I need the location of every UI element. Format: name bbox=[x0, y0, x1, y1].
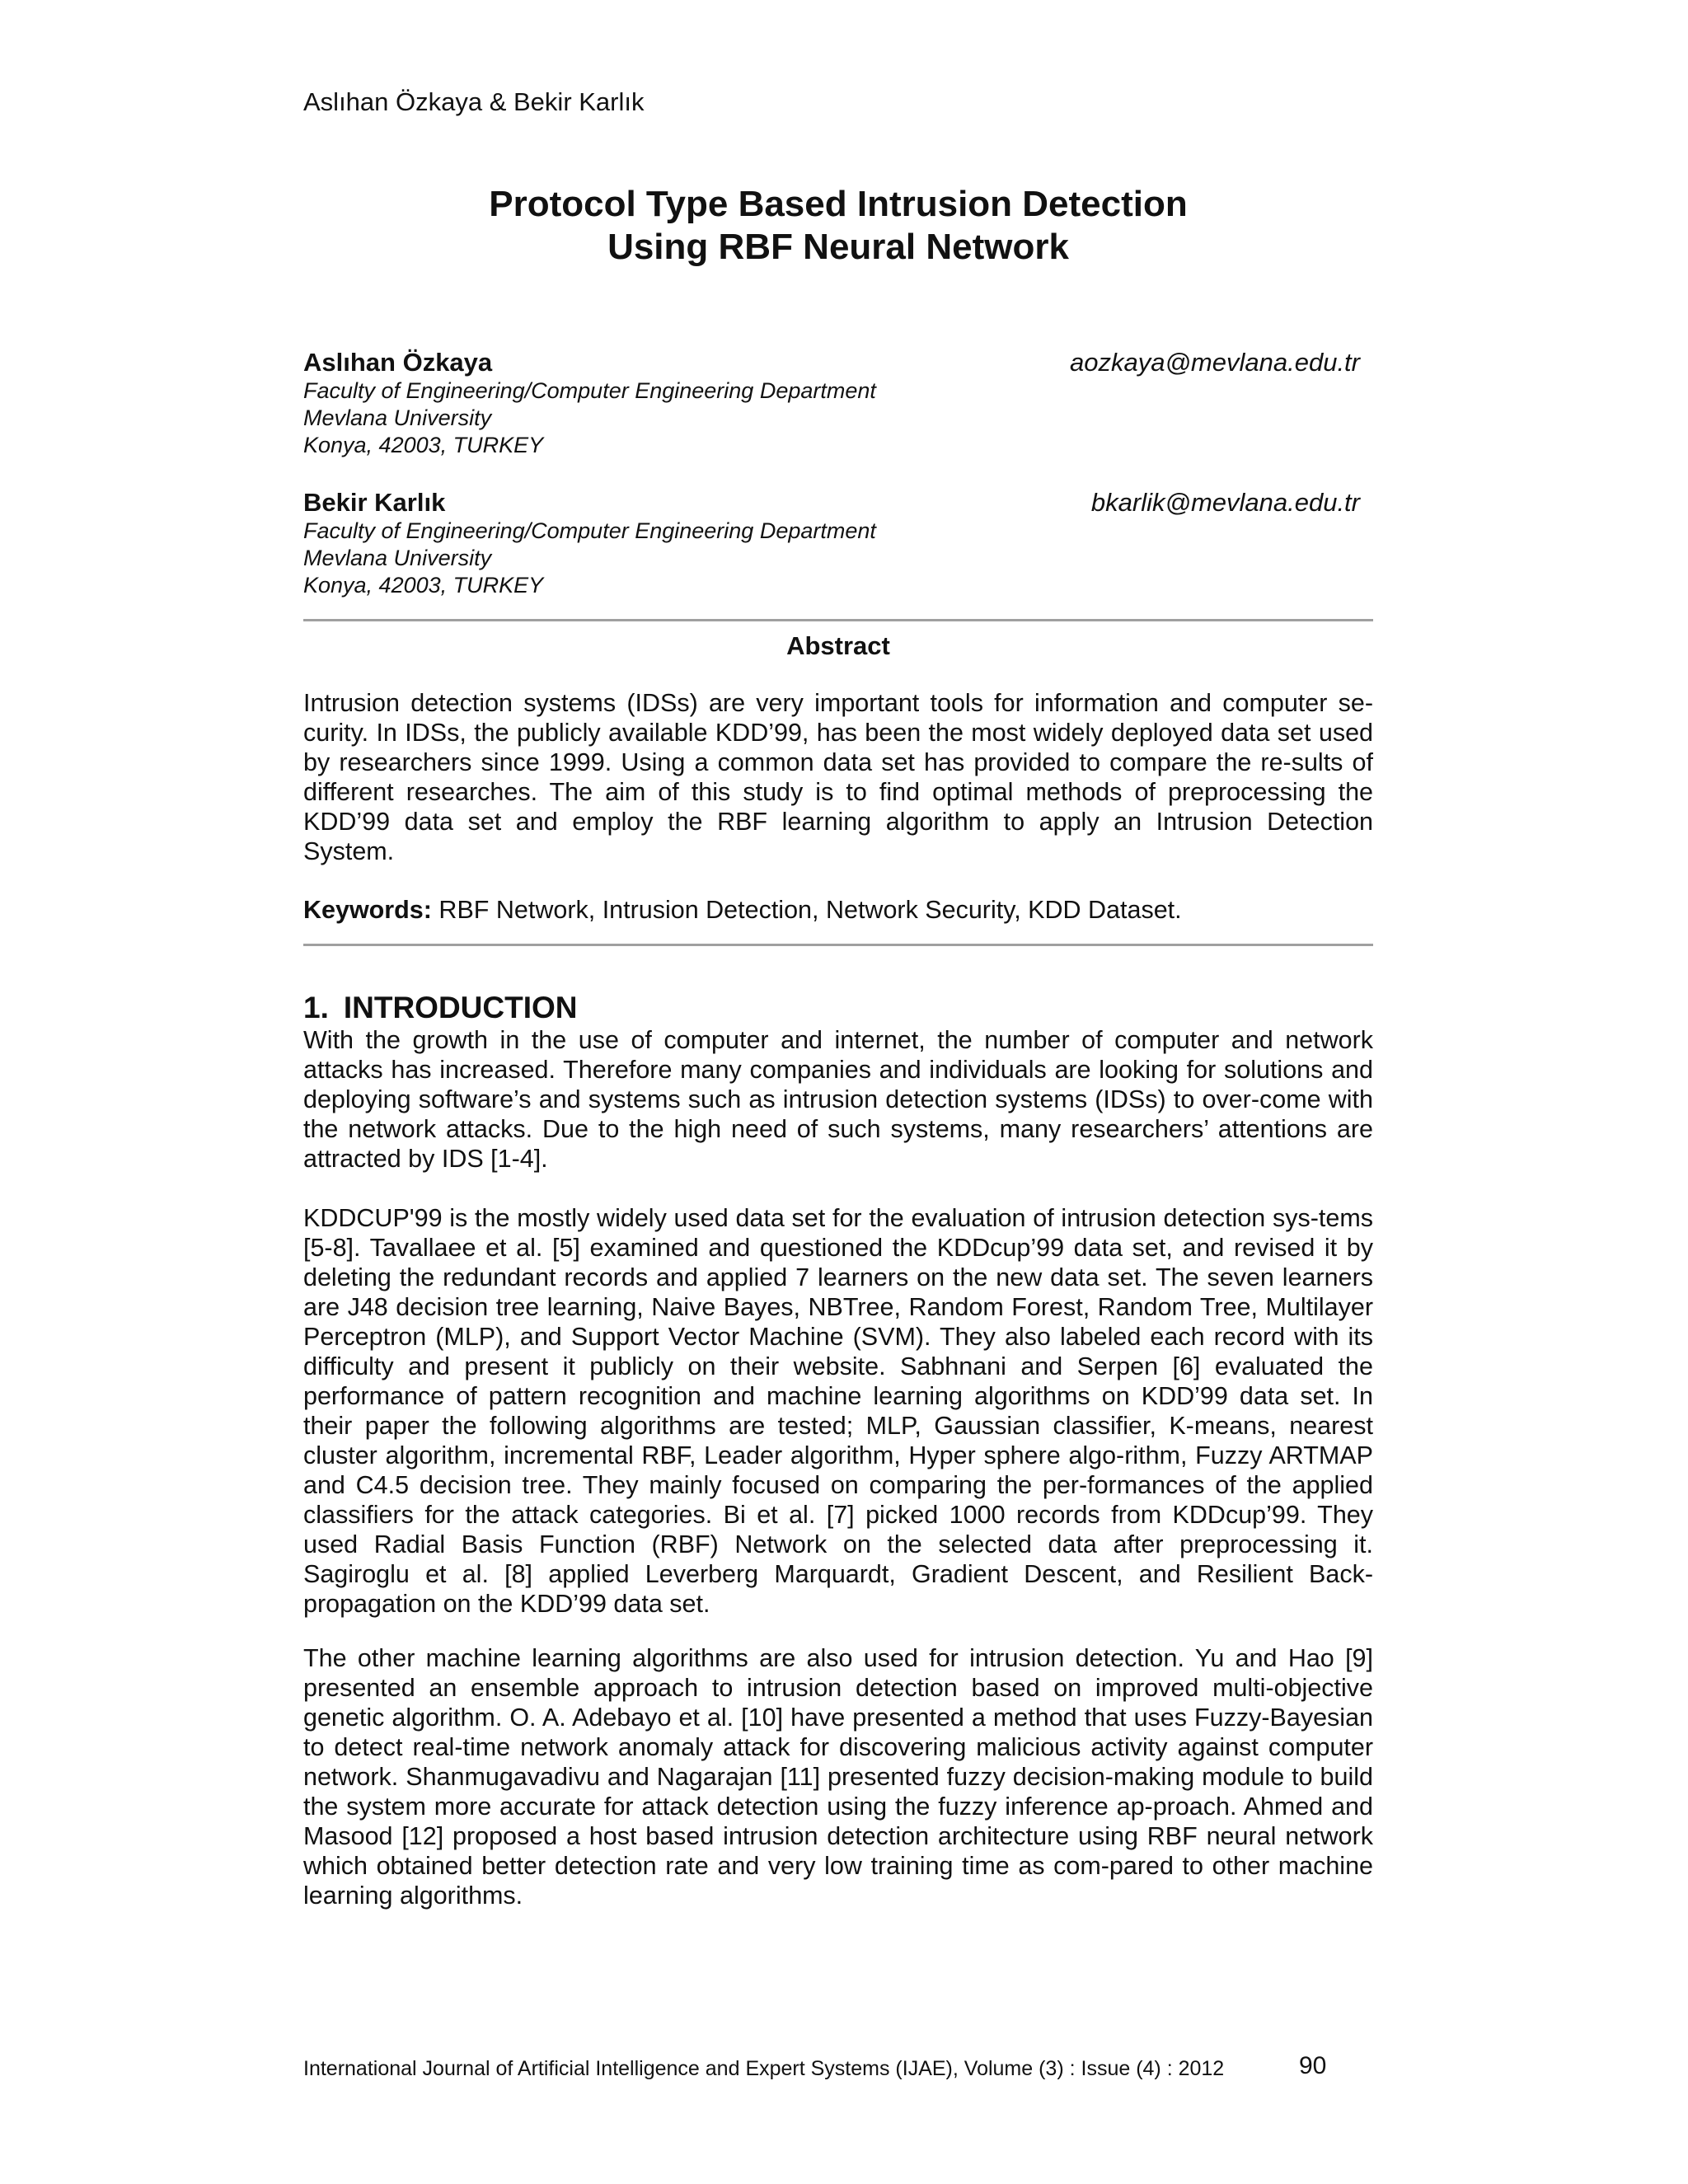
author-name: Aslıhan Özkaya bbox=[303, 348, 493, 377]
author-university: Mevlana University bbox=[303, 405, 492, 430]
author-department: Faculty of Engineering/Computer Engineering Department bbox=[303, 378, 876, 403]
abstract-text: Intrusion detection systems (IDSs) are very important tools for information and computer se-curity. In IDSs, the publicly available KDD’99, has been the most widely deployed data set used by researchers since 1999. Using a common data set has provided to compare the re-sults of different researches. The aim of this study is to find optimal methods of preprocessing the KDD’99 data set and employ the RBF learning algorithm to apply an Intrusion Detection System. bbox=[303, 689, 1373, 865]
keywords-line bbox=[303, 895, 1373, 925]
paper-title-line-1: Protocol Type Based Intrusion Detection bbox=[489, 184, 1188, 224]
section-heading-introduction bbox=[303, 991, 578, 1025]
author-university: Mevlana University bbox=[303, 546, 492, 570]
author-email: bkarlik@mevlana.edu.tr bbox=[1090, 488, 1360, 517]
journal-footer: International Journal of Artificial Intelligence and Expert Systems (IJAE), Volume (3) : Issue (4) : 2012 bbox=[303, 2057, 1225, 2080]
abstract-top-rule bbox=[303, 619, 1373, 621]
author-email: aozkaya@mevlana.edu.tr bbox=[1070, 348, 1360, 377]
author-block-1 bbox=[303, 348, 1373, 459]
abstract-bottom-rule bbox=[303, 944, 1373, 946]
keywords-list: RBF Network, Intrusion Detection, Network Security, KDD Dataset. bbox=[438, 896, 1182, 924]
author-name: Bekir Karlık bbox=[303, 488, 446, 517]
author-location: Konya, 42003, TURKEY bbox=[303, 573, 544, 598]
paper-title-line-2: Using RBF Neural Network bbox=[607, 227, 1069, 267]
running-head: Aslıhan Özkaya & Bekir Karlık bbox=[303, 87, 645, 116]
intro-paragraph-3: The other machine learning algorithms are also used for intrusion detection. Yu and Hao [9] presented an ensemble approach to intrusion detection based on improved multi-objective genetic algorithm. O. A. Adebayo et al. [10] have presented a method that uses Fuzzy-Bayesian to detect real-time network anomaly attack for discovering malicious activity against computer network. Shanmugavadivu and Nagarajan [11] presented fuzzy decision-making module to build the system more accurate for attack detection using the fuzzy inference ap-proach. Ahmed and Masood [12] proposed a host based intrusion detection architecture using RBF neural network which obtained better detection rate and very low training time as com-pared to other machine learning algorithms. bbox=[303, 1644, 1373, 1910]
abstract-heading: Abstract bbox=[786, 631, 890, 660]
keywords-label: Keywords: bbox=[303, 896, 432, 924]
section-title: INTRODUCTION bbox=[343, 991, 578, 1024]
author-block-2 bbox=[303, 488, 1373, 599]
author-department: Faculty of Engineering/Computer Engineering Department bbox=[303, 518, 876, 543]
author-location: Konya, 42003, TURKEY bbox=[303, 433, 544, 457]
page-number: 90 bbox=[1299, 2052, 1327, 2079]
intro-paragraph-1: With the growth in the use of computer and internet, the number of computer and network attacks has increased. Therefore many companies and individuals are looking for solutions and deploying software’s and systems such as intrusion detection systems (IDSs) to over-come with the network attacks. Due to the high need of such systems, many researchers’ attentions are attracted by IDS [1-4]. bbox=[303, 1026, 1373, 1173]
paper-title bbox=[303, 183, 1373, 269]
intro-paragraph-2: KDDCUP'99 is the mostly widely used data set for the evaluation of intrusion detection sys-tems [5-8]. Tavallaee et al. [5] examined and questioned the KDDcup’99 data set, and revised it by deleting the redundant records and applied 7 learners on the new data set. The seven learners are J48 decision tree learning, Naive Bayes, NBTree, Random Forest, Random Tree, Multilayer Perceptron (MLP), and Support Vector Machine (SVM). They also labeled each record with its difficulty and present it publicly on their website. Sabhnani and Serpen [6] evaluated the performance of pattern recognition and machine learning algorithms on KDD’99 data set. In their paper the following algorithms are tested; MLP, Gaussian classifier, K-means, nearest cluster algorithm, incremental RBF, Leader algorithm, Hyper sphere algo-rithm, Fuzzy ARTMAP and C4.5 decision tree. They mainly focused on comparing the per-formances of the applied classifiers for the attack categories. Bi et al. [7] picked 1000 records from KDDcup’99. They used Radial Basis Function (RBF) Network on the selected data after preprocessing it. Sagiroglu et al. [8] applied Leverberg Marquardt, Gradient Descent, and Resilient Back-propagation on the KDD’99 data set. bbox=[303, 1204, 1373, 1618]
section-number: 1. bbox=[303, 991, 329, 1024]
